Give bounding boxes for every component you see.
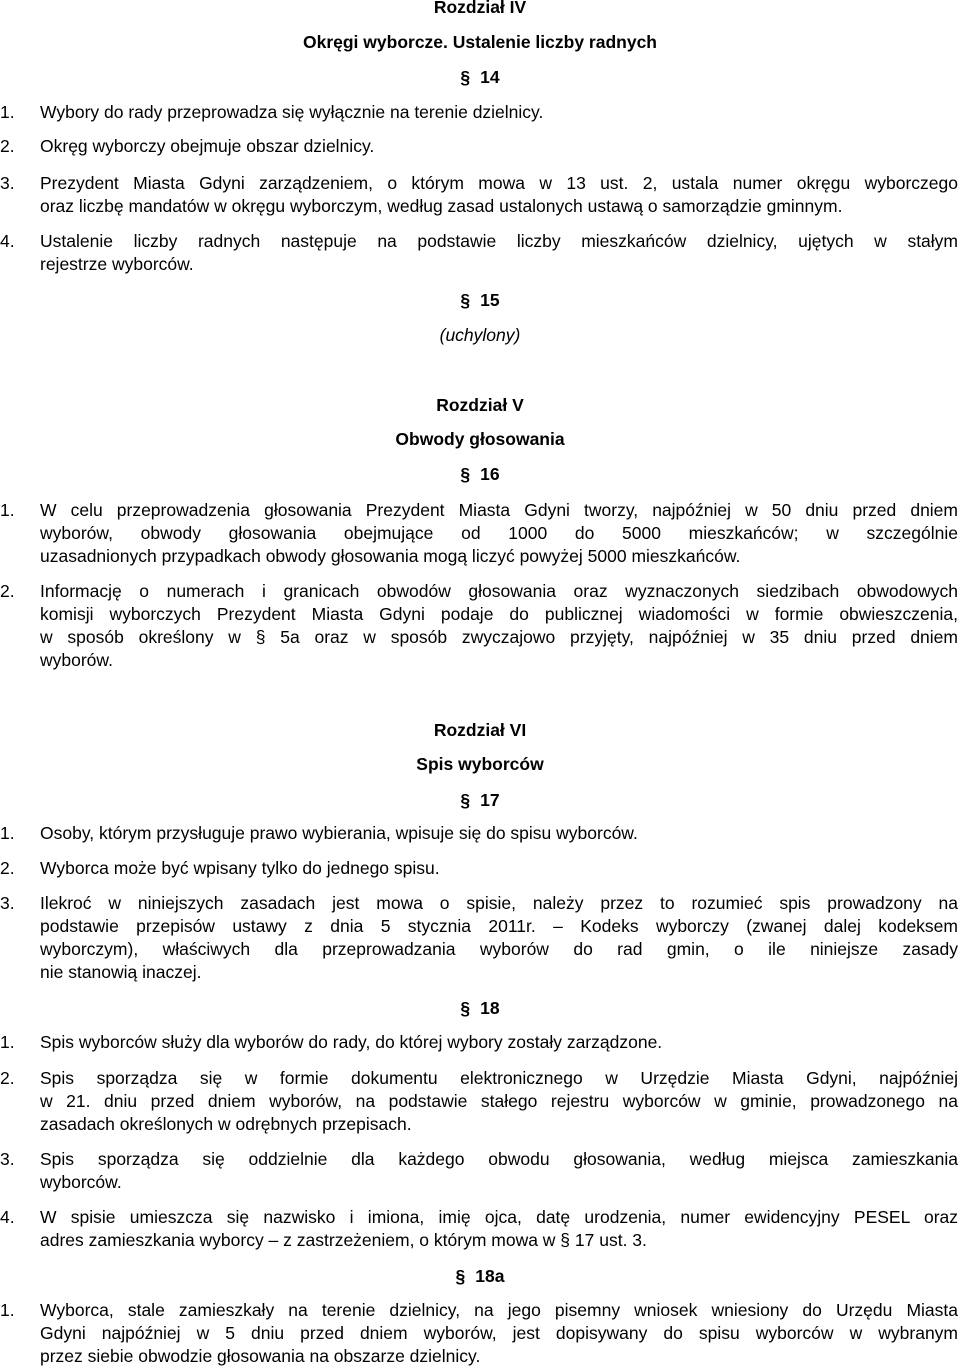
section-number (0, 789, 960, 811)
item-number: 1. (0, 500, 15, 520)
item-line: rejestrze wyborców. (40, 254, 194, 274)
item-line: Wyborca może być wpisany tylko do jednego spisu. (40, 858, 440, 878)
item-line: Okręg wyborczy obejmuje obszar dzielnicy. (40, 136, 375, 156)
item-line: uzasadnionych przypadkach obwody głosowania mogą liczyć powyżej 5000 mieszkańców. (40, 546, 741, 566)
item-line: Wyborca, stale zamieszkały na terenie dzielnicy, na jego pisemny wniosek wniesiony do Urzędu Miasta (40, 1300, 958, 1320)
item-line: Informację o numerach i granicach obwodów głosowania oraz wyznaczonych siedzibach obwodowych (40, 581, 958, 601)
item-number: 3. (0, 893, 15, 913)
item-line: wyborów, obwody głosowania obejmujące od 1000 do 5000 mieszkańców; w szczególnie (40, 523, 958, 543)
section-number-value: 15 (480, 290, 500, 310)
item-number: 2. (0, 136, 15, 156)
item-number: 1. (0, 1032, 15, 1052)
section-number-value: 17 (480, 790, 500, 810)
item-number: 3. (0, 173, 15, 193)
item-number: 4. (0, 1207, 15, 1227)
item-line: wyborów. (40, 650, 113, 670)
section-number-value: 18 (480, 998, 500, 1018)
item-line: w sposób określony w § 5a oraz w sposób zwyczajowo przyjęty, najpóźniej w 35 dniu przed dniem (40, 627, 958, 647)
section-number (0, 997, 960, 1019)
item-line: Spis wyborców służy dla wyborów do rady, do której wybory zostały zarządzone. (40, 1032, 663, 1052)
section-sign: § (460, 290, 471, 310)
section-sign: § (460, 464, 471, 484)
chapter-heading: Rozdział V (436, 395, 524, 415)
item-line: w 21. dniu przed dniem wyborów, na podstawie stałego rejestru wyborców w gminie, prowadzonego na (40, 1091, 958, 1111)
chapter-title: Okręgi wyborcze. Ustalenie liczby radnych (302, 32, 658, 52)
item-line: Prezydent Miasta Gdyni zarządzeniem, o którym mowa w 13 ust. 2, ustala numer okręgu wyborczego (40, 173, 958, 193)
section-number (0, 463, 960, 485)
item-number: 2. (0, 581, 15, 601)
section-number (0, 289, 960, 311)
item-number: 2. (0, 858, 15, 878)
item-number: 2. (0, 1068, 15, 1088)
item-number: 1. (0, 823, 15, 843)
item-line: komisji wyborczych Prezydent Miasta Gdyni podaje do publicznej wiadomości w formie obwieszczenia, (40, 604, 958, 624)
item-line: Spis sporządza się oddzielnie dla każdego obwodu głosowania, według miejsca zamieszkania (40, 1149, 958, 1169)
item-number: 1. (0, 102, 15, 122)
section-number-value: 16 (480, 464, 500, 484)
section-sign: § (460, 998, 471, 1018)
item-line: podstawie przepisów ustawy z dnia 5 stycznia 2011r. – Kodeks wyborczy (zwanej dalej kodeksem (40, 916, 958, 936)
item-line: W spisie umieszcza się nazwisko i imiona, imię ojca, datę urodzenia, numer ewidencyjny PESEL oraz (40, 1207, 958, 1227)
item-line: adres zamieszkania wyborcy – z zastrzeżeniem, o którym mowa w § 17 ust. 3. (40, 1230, 647, 1250)
item-line: Ilekroć w niniejszych zasadach jest mowa o spisie, należy przez to rozumieć spis prowadzony na (40, 893, 958, 913)
item-number: 4. (0, 231, 15, 251)
item-line: wyborców. (40, 1172, 122, 1192)
item-line: Gdyni najpóźniej w 5 dniu przed dniem wyborów, jest dopisywany do spisu wyborców w wybranym (40, 1323, 958, 1343)
section-sign: § (455, 1266, 466, 1286)
section-number (0, 66, 960, 88)
chapter-heading: Rozdział IV (433, 0, 527, 17)
item-line: Osoby, którym przysługuje prawo wybierania, wpisuje się do spisu wyborców. (40, 823, 638, 843)
item-line: zasadach określonych w odrębnych przepisach. (40, 1114, 412, 1134)
item-line: Wybory do rady przeprowadza się wyłącznie na terenie dzielnicy. (40, 102, 544, 122)
item-line: Spis sporządza się w formie dokumentu elektronicznego w Urzędzie Miasta Gdyni, najpóźniej (40, 1068, 958, 1088)
item-number: 3. (0, 1149, 15, 1169)
item-line: wyborczym), właściwych dla przeprowadzania wyborów do rad gmin, o ile niniejsze zasady (40, 939, 958, 959)
section-number (0, 1265, 960, 1287)
item-line: Ustalenie liczby radnych następuje na podstawie liczby mieszkańców dzielnicy, ujętych w stałym (40, 231, 958, 251)
repealed-note: (uchylony) (439, 325, 521, 345)
item-line: nie stanowią inaczej. (40, 962, 202, 982)
item-line: oraz liczbę mandatów w okręgu wyborczym, według zasad ustalonych ustawą o samorządzie gminnym. (40, 196, 843, 216)
section-sign: § (460, 790, 471, 810)
section-sign: § (460, 67, 471, 87)
item-line: przez siebie obwodzie głosowania na obszarze dzielnicy. (40, 1346, 481, 1366)
chapter-title: Spis wyborców (416, 754, 544, 774)
item-number: 1. (0, 1300, 15, 1320)
section-number-value: 14 (480, 67, 500, 87)
chapter-heading: Rozdział VI (433, 720, 527, 740)
section-number-value: 18a (475, 1266, 505, 1286)
item-line: W celu przeprowadzenia głosowania Prezydent Miasta Gdyni tworzy, najpóźniej w 50 dniu przed dniem (40, 500, 958, 520)
chapter-title: Obwody głosowania (395, 429, 565, 449)
